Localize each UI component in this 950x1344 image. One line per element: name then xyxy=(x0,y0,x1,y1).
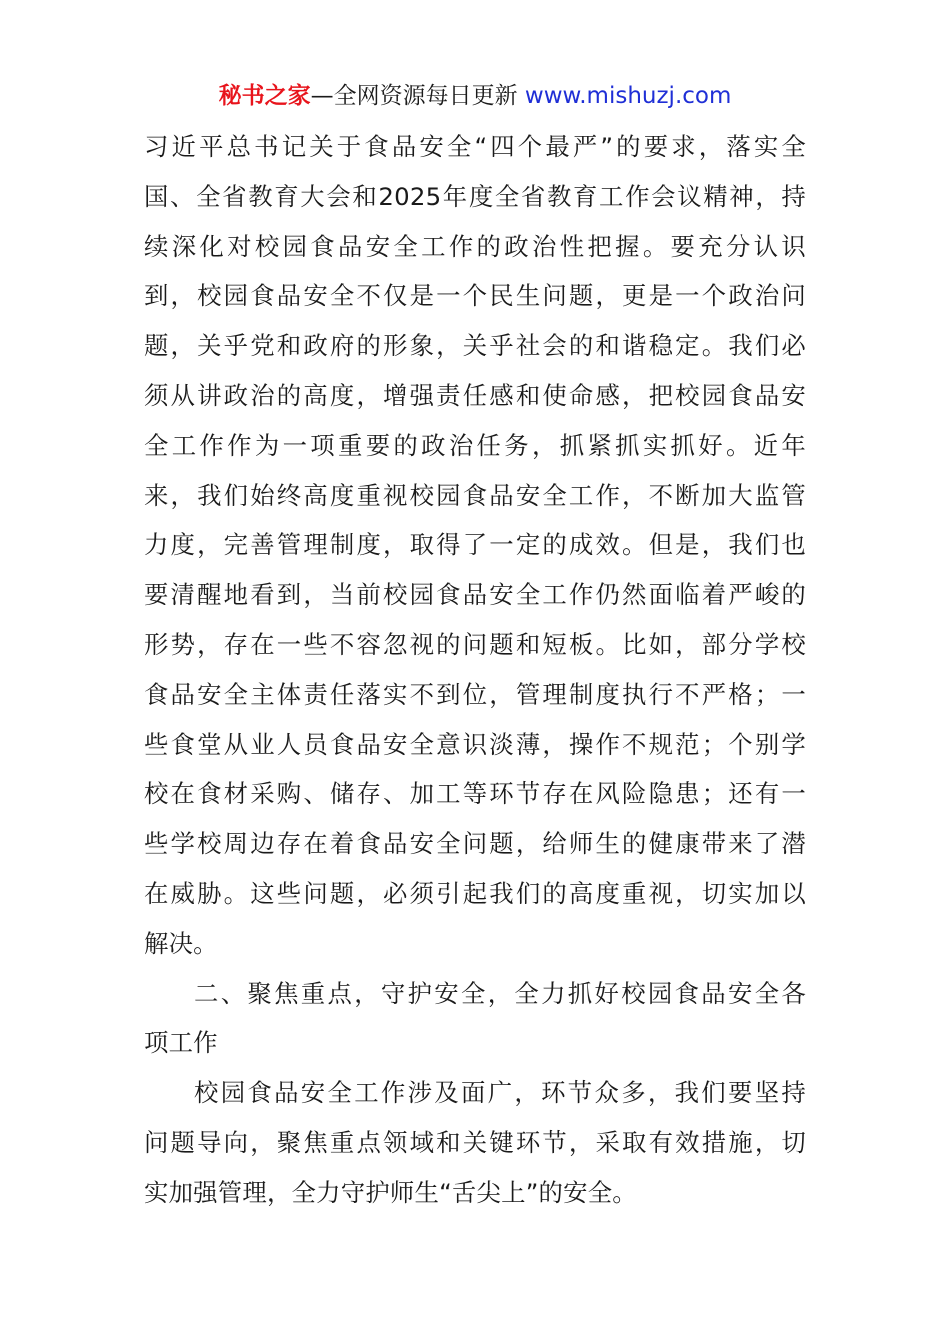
text-line: 些食堂从业人员食品安全意识淡薄，操作不规范；个别学 xyxy=(144,729,806,759)
document-body xyxy=(144,122,806,1218)
text-line: 形势，存在一些不容忽视的问题和短板。比如，部分学校 xyxy=(144,629,806,659)
text-line: 校园食品安全工作涉及面广，环节众多，我们要坚持 xyxy=(194,1078,806,1108)
text-line: 解决。 xyxy=(144,928,218,958)
paragraph xyxy=(144,122,806,969)
text-line: 些学校周边存在着食品安全问题，给师生的健康带来了潜 xyxy=(144,829,806,859)
heading-line: 项工作 xyxy=(144,1028,218,1058)
site-tagline: —全网资源每日更新 xyxy=(310,83,525,109)
text-line: 国、全省教育大会和2025年度全省教育工作会议精神，持 xyxy=(144,181,806,211)
text-line: 全工作作为一项重要的政治任务，抓紧抓实抓好。近年 xyxy=(144,430,806,460)
text-line: 题，关乎党和政府的形象，关乎社会的和谐稳定。我们必 xyxy=(144,331,806,361)
paragraph xyxy=(144,1068,806,1217)
site-header xyxy=(0,80,950,112)
text-line: 习近平总书记关于食品安全“四个最严”的要求，落实全 xyxy=(144,132,806,161)
text-line: 力度，完善管理制度，取得了一定的成效。但是，我们也 xyxy=(144,530,806,560)
text-line: 问题导向，聚焦重点领域和关键环节，采取有效措施，切 xyxy=(144,1127,806,1157)
site-url-link[interactable]: www.mishuzj.com xyxy=(524,83,732,109)
heading-line: 二、聚焦重点，守护安全，全力抓好校园食品安全各 xyxy=(194,978,806,1008)
text-line: 来，我们始终高度重视校园食品安全工作，不断加大监管 xyxy=(144,480,806,510)
text-line: 要清醒地看到，当前校园食品安全工作仍然面临着严峻的 xyxy=(144,580,806,610)
text-line: 续深化对校园食品安全工作的政治性把握。要充分认识 xyxy=(144,231,806,261)
text-line: 到，校园食品安全不仅是一个民生问题，更是一个政治问 xyxy=(144,281,806,311)
text-line: 实加强管理，全力守护师生“舌尖上”的安全。 xyxy=(144,1177,637,1207)
text-line: 校在食材采购、储存、加工等环节存在风险隐患；还有一 xyxy=(144,779,806,809)
text-line: 在威胁。这些问题，必须引起我们的高度重视，切实加以 xyxy=(144,878,806,908)
text-line: 食品安全主体责任落实不到位，管理制度执行不严格；一 xyxy=(144,679,806,709)
text-line: 须从讲政治的高度，增强责任感和使命感，把校园食品安 xyxy=(144,380,806,410)
section-heading xyxy=(144,969,806,1069)
site-brand: 秘书之家 xyxy=(218,83,311,109)
